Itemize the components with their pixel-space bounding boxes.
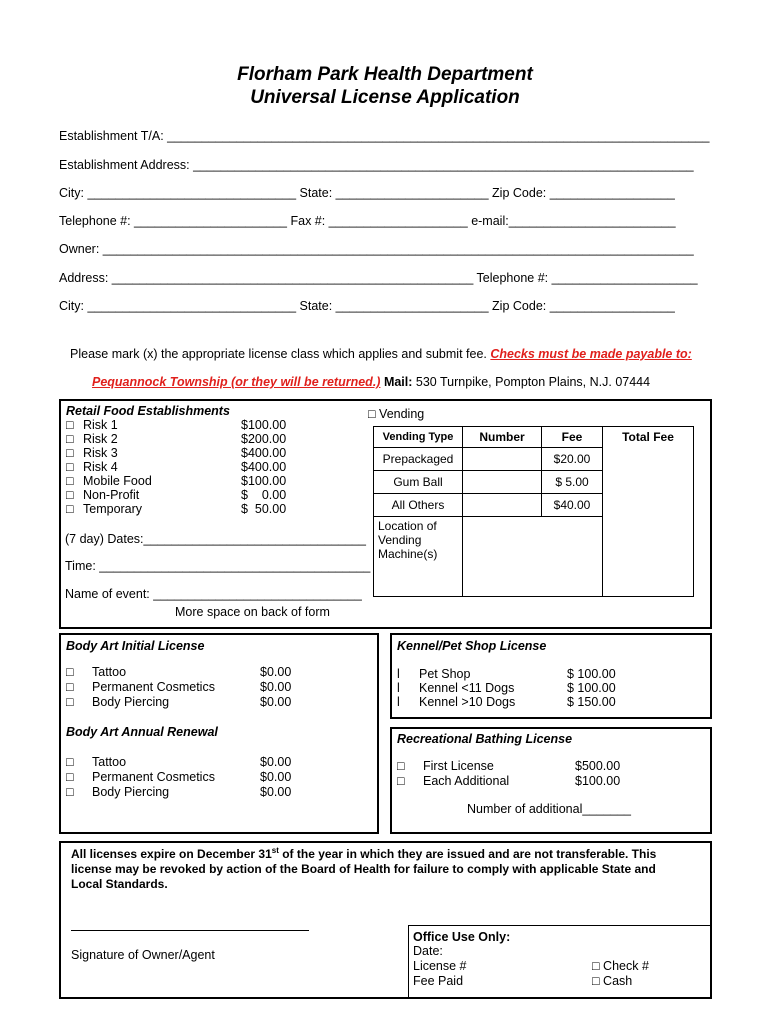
body-art-fee: $0.00 — [260, 665, 292, 679]
retail-fee: $400.00 — [241, 446, 287, 460]
retail-label: Temporary — [83, 502, 143, 516]
payee-line — [92, 375, 650, 389]
signature-line[interactable] — [71, 930, 309, 931]
checkbox-icon[interactable]: □ — [66, 680, 74, 694]
expire-line-2: license may be revoked by action of the Board of Health for failure to comply with applicable State and — [71, 862, 656, 876]
total-fee-header[interactable]: Total Fee — [603, 427, 694, 597]
checkbox-icon[interactable]: □ — [66, 446, 74, 460]
kennel-fee: $ 100.00 — [567, 681, 616, 695]
body-art-renewal-fee: $0.00 — [260, 770, 292, 784]
retail-item[interactable] — [66, 460, 286, 474]
kennel-title: Kennel/Pet Shop License — [397, 639, 547, 653]
body-art-label: Tattoo — [92, 665, 127, 679]
body-art-renewal-item[interactable] — [66, 755, 291, 769]
location-label: Location of Vending Machine(s) — [374, 517, 463, 597]
page-subtitle: Universal License Application — [250, 87, 520, 108]
kennel-fee: $ 100.00 — [567, 667, 616, 681]
checkbox-icon[interactable]: □ — [368, 407, 376, 421]
bathing-item[interactable] — [397, 774, 620, 788]
body-art-renewal-fee: $0.00 — [260, 755, 292, 769]
retail-fee: $ 50.00 — [241, 502, 287, 516]
kennel-label: Kennel <11 Dogs — [419, 681, 515, 695]
owner-city-field[interactable]: City: ______________________________ State: ______________________ Zip Code: __________________ — [59, 299, 675, 313]
establishment-address-field[interactable]: Establishment Address: ________________________________________________________________________ — [59, 158, 694, 172]
kennel-item[interactable] — [397, 695, 616, 709]
office-fee-field[interactable]: Fee Paid — [413, 974, 464, 988]
retail-label: Risk 2 — [83, 432, 118, 446]
kennel-label: Kennel >10 Dogs — [419, 695, 516, 709]
location-field[interactable] — [463, 517, 603, 597]
signature-label: Signature of Owner/Agent — [71, 948, 215, 962]
office-cash-option[interactable]: □ Cash — [592, 974, 633, 988]
bathing-label: First License — [423, 759, 494, 773]
body-art-renewal-title: Body Art Annual Renewal — [66, 725, 218, 739]
retail-title: Retail Food Establishments — [66, 404, 230, 418]
retail-item[interactable] — [66, 474, 286, 488]
vending-number-cell[interactable] — [463, 448, 542, 471]
instructions-text: Please mark (x) the appropriate license class which applies and submit fee. — [70, 347, 487, 361]
checkbox-icon[interactable]: □ — [66, 432, 74, 446]
bathing-label: Each Additional — [423, 774, 510, 788]
kennel-fee: $ 150.00 — [567, 695, 616, 709]
retail-label: Risk 4 — [83, 460, 118, 474]
body-art-item[interactable] — [66, 695, 291, 709]
body-art-renewal-fee: $0.00 — [260, 785, 292, 799]
office-license-field[interactable]: License # — [413, 959, 467, 973]
checks-payable-text: Checks must be made payable to: — [490, 347, 692, 361]
body-art-item[interactable] — [66, 680, 291, 694]
checkbox-icon[interactable]: □ — [66, 695, 74, 709]
vending-type-cell: Gum Ball — [374, 471, 463, 494]
expire-line-3: Local Standards. — [71, 877, 168, 891]
office-use-title: Office Use Only: — [413, 930, 511, 944]
dates-field[interactable]: (7 day) Dates:________________________________ — [65, 532, 366, 546]
kennel-item[interactable] — [397, 667, 616, 681]
vending-option[interactable] — [368, 407, 424, 421]
retail-item[interactable] — [66, 432, 286, 446]
checkbox-icon[interactable]: □ — [592, 974, 600, 988]
phone-fax-email-field[interactable]: Telephone #: ______________________ Fax #: ____________________ e-mail:________________________ — [59, 214, 676, 228]
number-header: Number — [463, 427, 542, 448]
number-additional-field[interactable]: Number of additional_______ — [467, 802, 632, 816]
establishment-field[interactable]: Establishment T/A: ______________________________________________________________________________ — [59, 129, 710, 143]
checkbox-icon[interactable]: □ — [66, 755, 74, 769]
checkbox-icon[interactable]: □ — [397, 759, 405, 773]
body-art-renewal-item[interactable] — [66, 770, 291, 784]
body-art-renewal-label: Body Piercing — [92, 785, 170, 799]
office-date-field[interactable]: Date: — [413, 944, 443, 958]
time-field[interactable]: Time: _______________________________________ — [65, 559, 371, 573]
retail-item[interactable] — [66, 446, 286, 460]
owner-address-field[interactable]: Address: ____________________________________________________ Telephone #: _____________________ — [59, 271, 698, 285]
checkbox-icon[interactable]: □ — [66, 460, 74, 474]
checkbox-icon[interactable]: □ — [66, 488, 74, 502]
bathing-fee: $100.00 — [575, 774, 621, 788]
vending-label: Vending — [379, 407, 425, 421]
vending-type-header: Vending Type — [374, 427, 463, 448]
retail-fee: $ 0.00 — [241, 488, 287, 502]
vending-fee-cell: $ 5.00 — [542, 471, 603, 494]
office-check-option[interactable]: □ Check # — [592, 959, 649, 973]
vending-fee-cell: $40.00 — [542, 494, 603, 517]
kennel-item[interactable] — [397, 681, 616, 695]
bullet-icon[interactable]: l — [397, 681, 400, 695]
instructions — [70, 347, 692, 361]
vending-fee-cell: $20.00 — [542, 448, 603, 471]
body-art-fee: $0.00 — [260, 680, 292, 694]
retail-label: Mobile Food — [83, 474, 152, 488]
retail-fee: $100.00 — [241, 474, 287, 488]
checkbox-icon[interactable]: □ — [66, 502, 74, 516]
vending-type-cell: Prepackaged — [374, 448, 463, 471]
body-art-renewal-item[interactable] — [66, 785, 291, 799]
mail-address: 530 Turnpike, Pompton Plains, N.J. 07444 — [415, 375, 651, 389]
vending-number-cell[interactable] — [463, 471, 542, 494]
expire-line-1: All licenses expire on December 31st of the year in which they are issued and are not transferable. This — [71, 846, 657, 861]
bullet-icon[interactable]: l — [397, 695, 400, 709]
bathing-title: Recreational Bathing License — [397, 732, 573, 746]
vending-table — [373, 426, 694, 597]
retail-item[interactable] — [66, 418, 286, 432]
body-art-title: Body Art Initial License — [66, 639, 205, 653]
owner-field[interactable]: Owner: _____________________________________________________________________________________ — [59, 242, 694, 256]
retail-label: Risk 1 — [83, 418, 118, 432]
body-art-fee: $0.00 — [260, 695, 292, 709]
retail-label: Non-Profit — [83, 488, 140, 502]
checkbox-icon[interactable]: □ — [592, 959, 600, 973]
retail-label: Risk 3 — [83, 446, 118, 460]
bathing-item[interactable] — [397, 759, 620, 773]
more-space-note: More space on back of form — [175, 605, 330, 619]
mail-label: Mail: — [383, 375, 413, 389]
checkbox-icon[interactable]: □ — [66, 474, 74, 488]
fee-header: Fee — [542, 427, 603, 448]
checkbox-icon[interactable]: □ — [66, 785, 74, 799]
checkbox-icon[interactable]: □ — [66, 665, 74, 679]
vending-number-cell[interactable] — [463, 494, 542, 517]
body-art-label: Permanent Cosmetics — [92, 680, 215, 694]
checkbox-icon[interactable]: □ — [66, 418, 74, 432]
checkbox-icon[interactable]: □ — [66, 770, 74, 784]
payee-text: Pequannock Township (or they will be returned.) — [92, 375, 381, 389]
body-art-item[interactable] — [66, 665, 291, 679]
city-state-zip-field[interactable]: City: ______________________________ State: ______________________ Zip Code: __________________ — [59, 186, 675, 200]
retail-item[interactable] — [66, 488, 286, 502]
bathing-fee: $500.00 — [575, 759, 621, 773]
body-art-renewal-label: Permanent Cosmetics — [92, 770, 215, 784]
kennel-label: Pet Shop — [419, 667, 471, 681]
vending-type-cell: All Others — [374, 494, 463, 517]
retail-fee: $100.00 — [241, 418, 287, 432]
retail-fee: $400.00 — [241, 460, 287, 474]
body-art-renewal-label: Tattoo — [92, 755, 127, 769]
event-name-field[interactable]: Name of event: ______________________________ — [65, 587, 362, 601]
body-art-label: Body Piercing — [92, 695, 170, 709]
page-title: Florham Park Health Department — [237, 64, 533, 85]
retail-item[interactable] — [66, 502, 286, 516]
bullet-icon[interactable]: l — [397, 667, 400, 681]
retail-fee: $200.00 — [241, 432, 287, 446]
checkbox-icon[interactable]: □ — [397, 774, 405, 788]
